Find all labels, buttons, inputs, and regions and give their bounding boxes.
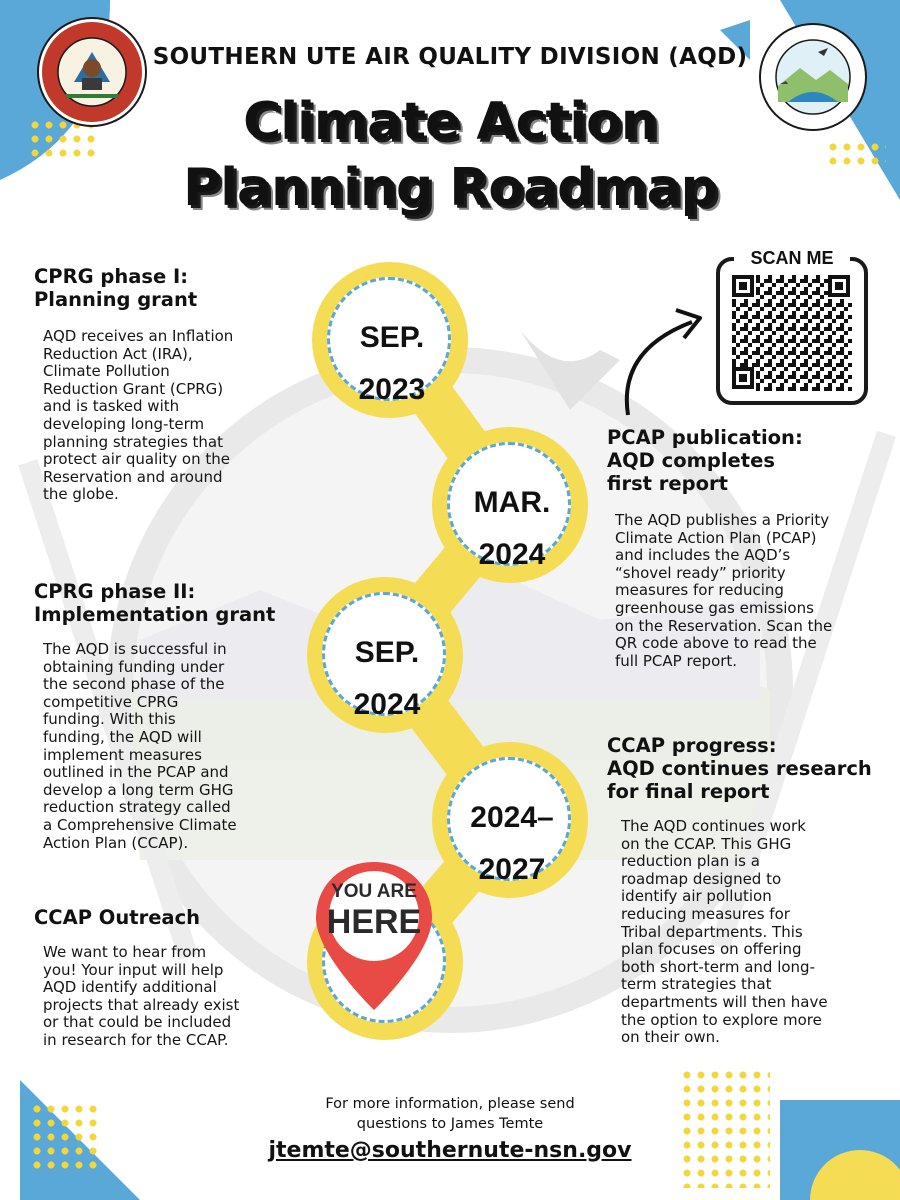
pin-line1: YOU ARE	[331, 881, 417, 902]
section-body-ccap-outreach: We want to hear from you! Your input will help AQD identify additional projects that already exist or that could be included in research for the CCAP.	[43, 943, 240, 1049]
milestone-sep-2024	[307, 577, 463, 733]
milestone-year: 2024	[353, 688, 421, 721]
qr-code-frame[interactable]	[716, 248, 868, 405]
page-title-line2: Planning Roadmap	[183, 158, 717, 218]
pin-line2: HERE	[326, 903, 422, 941]
section-body-ccap-progress: The AQD continues work on the CCAP. This GHG reduction plan is a roadmap designed to identify air pollution reducing measures for Tribal departments. This plan focuses on offering both short-term and long- term strategies that departments will then have the option to explore more on their own.	[621, 817, 828, 1047]
milestone-month: SEP.	[354, 636, 420, 669]
milestone-month: MAR.	[473, 486, 551, 519]
section-heading-ccap-progress: CCAP progress: AQD continues research for final report	[607, 734, 872, 803]
pin-label	[318, 880, 430, 940]
milestone-year: 2023	[358, 373, 426, 406]
section-heading-cprg-phase-1: CPRG phase I: Planning grant	[34, 265, 198, 311]
qr-code-icon	[732, 275, 852, 391]
section-body-cprg-phase-1: AQD receives an Inflation Reduction Act (IRA), Climate Pollution Reduction Grant (CPRG) and is tasked with developing long-term planning strategies that protect air quality on the Reservation and around the globe.	[43, 327, 234, 504]
milestone-mar-2024	[432, 427, 588, 583]
organization-name: SOUTHERN UTE AIR QUALITY DIVISION (AQD)	[152, 44, 748, 70]
milestone-2024-2027	[432, 742, 588, 898]
arrow-to-qr-icon	[610, 300, 720, 420]
section-heading-cprg-phase-2: CPRG phase II: Implementation grant	[34, 580, 276, 626]
section-body-pcap-publication: The AQD publishes a Priority Climate Action Plan (PCAP) and includes the AQD’s “shovel ready” priority measures for reducing greenhouse gas emissions on the Reservation. Scan the QR code above to read the full PCAP report.	[615, 511, 833, 670]
milestone-month: SEP.	[359, 321, 425, 354]
section-body-cprg-phase-2: The AQD is successful in obtaining funding under the second phase of the competitive CPRG funding. With this funding, the AQD will implement measures outlined in the PCAP and develop a long term GHG reduction strategy called a Comprehensive Climate Action Plan (CCAP).	[43, 640, 237, 852]
footer-contact-text: For more information, please send questions to James Temte	[325, 1096, 575, 1132]
milestone-start-year: 2024–	[470, 801, 554, 834]
page-title-line1: Climate Action	[243, 92, 657, 152]
qr-label: SCAN ME	[734, 247, 850, 269]
milestone-end-year: 2027	[478, 853, 546, 886]
contact-email-link[interactable]: jtemte@southernute-nsn.gov	[268, 1138, 632, 1163]
milestone-year: 2024	[478, 538, 546, 571]
section-heading-pcap-publication: PCAP publication: AQD completes first report	[607, 426, 803, 495]
milestone-sep-2023	[312, 262, 468, 418]
section-heading-ccap-outreach: CCAP Outreach	[34, 906, 201, 929]
